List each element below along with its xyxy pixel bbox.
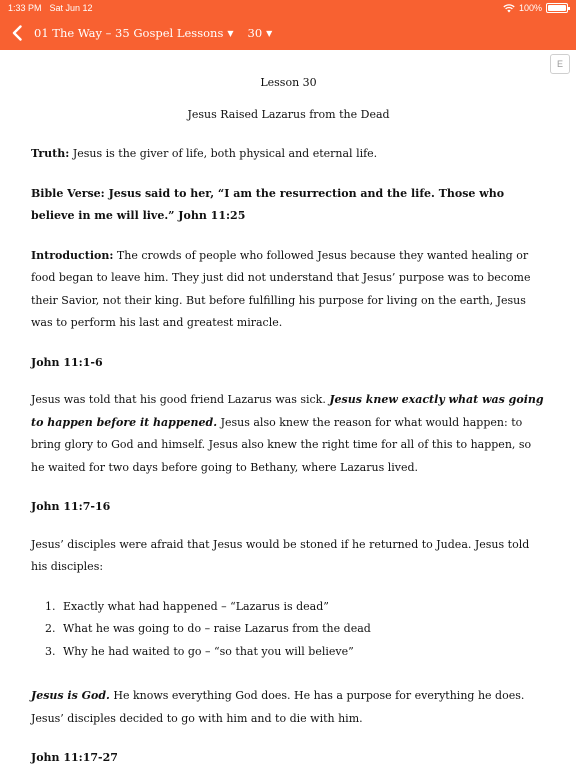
lesson-number: Lesson 30 — [260, 76, 317, 89]
battery-percent: 100% — [518, 3, 542, 13]
chevron-down-icon: ▼ — [266, 28, 273, 38]
list-item: 3. Why he had waited to go – “so that you will believe” — [59, 641, 546, 664]
nav-bar — [0, 16, 576, 50]
battery-icon — [546, 3, 568, 13]
truth-paragraph — [31, 143, 546, 166]
battery-fill — [548, 5, 566, 11]
truth-label: Truth: — [31, 147, 70, 160]
truth-text: Jesus is the giver of life, both physical and eternal life. — [69, 147, 378, 160]
list-item: 1. Exactly what had happened – “Lazarus is dead” — [59, 596, 546, 619]
lesson-selector[interactable] — [248, 26, 273, 40]
intro-text: The crowds of people who followed Jesus because they wanted healing or food began to leave him. They just did not understand that Jesus’ purpose was to become their Savior, not their king. But before fulfilling his purpose for living on the earth, Jesus was to perform his last and greatest miracle. — [31, 248, 531, 329]
god-text: He knows everything God does. He has a purpose for everything he does. Jesus’ disciples decided to go with him and to die with him. — [31, 689, 525, 725]
lesson-title: Jesus Raised Lazarus from the Dead — [187, 107, 390, 121]
introduction-paragraph — [31, 245, 546, 335]
section-paragraph — [31, 389, 546, 479]
section-paragraph: Jesus’ disciples were afraid that Jesus would be stoned if he returned to Judea. Jesus told his disciples: — [31, 537, 530, 573]
chevron-left-icon[interactable] — [12, 25, 22, 41]
status-date: Sat Jun 12 — [49, 3, 93, 13]
section1-text-b: Jesus also knew the reason for what would happen: to bring glory to God and himself. Jesus also knew the right time for all of this to happen, so he waited for two days before going to Bethany, where Lazarus lived. — [31, 415, 532, 474]
intro-label: Introduction: — [31, 248, 114, 262]
lesson-selector-value: 30 — [247, 26, 263, 40]
status-bar — [0, 0, 576, 16]
bible-verse: Bible Verse: Jesus said to her, “I am the resurrection and the life. Those who believe in me will live.” John 11:25 — [31, 186, 505, 222]
status-right — [503, 3, 568, 13]
book-title: 01 The Way – 35 Gospel Lessons — [34, 26, 224, 40]
chevron-down-icon: ▼ — [227, 28, 234, 38]
section-heading: John 11:17-27 — [31, 751, 118, 764]
section1-emphasis: Jesus knew exactly what was going to happen before it happened. — [31, 393, 544, 429]
book-selector[interactable] — [34, 26, 234, 40]
lesson-content — [31, 66, 546, 768]
list-item: 2. What he was going to do – raise Lazarus from the dead — [59, 618, 546, 641]
section-heading: John 11:1-6 — [31, 355, 103, 369]
god-paragraph — [31, 685, 546, 730]
status-time: 1:33 PM — [8, 3, 42, 13]
wifi-icon — [503, 4, 515, 13]
god-emphasis: Jesus is God. — [31, 689, 110, 702]
disciples-list — [41, 596, 546, 664]
section1-text-a: Jesus was told that his good friend Lazarus was sick. — [31, 393, 330, 406]
edit-button[interactable]: E — [550, 54, 570, 74]
section-heading: John 11:7-16 — [31, 500, 111, 513]
